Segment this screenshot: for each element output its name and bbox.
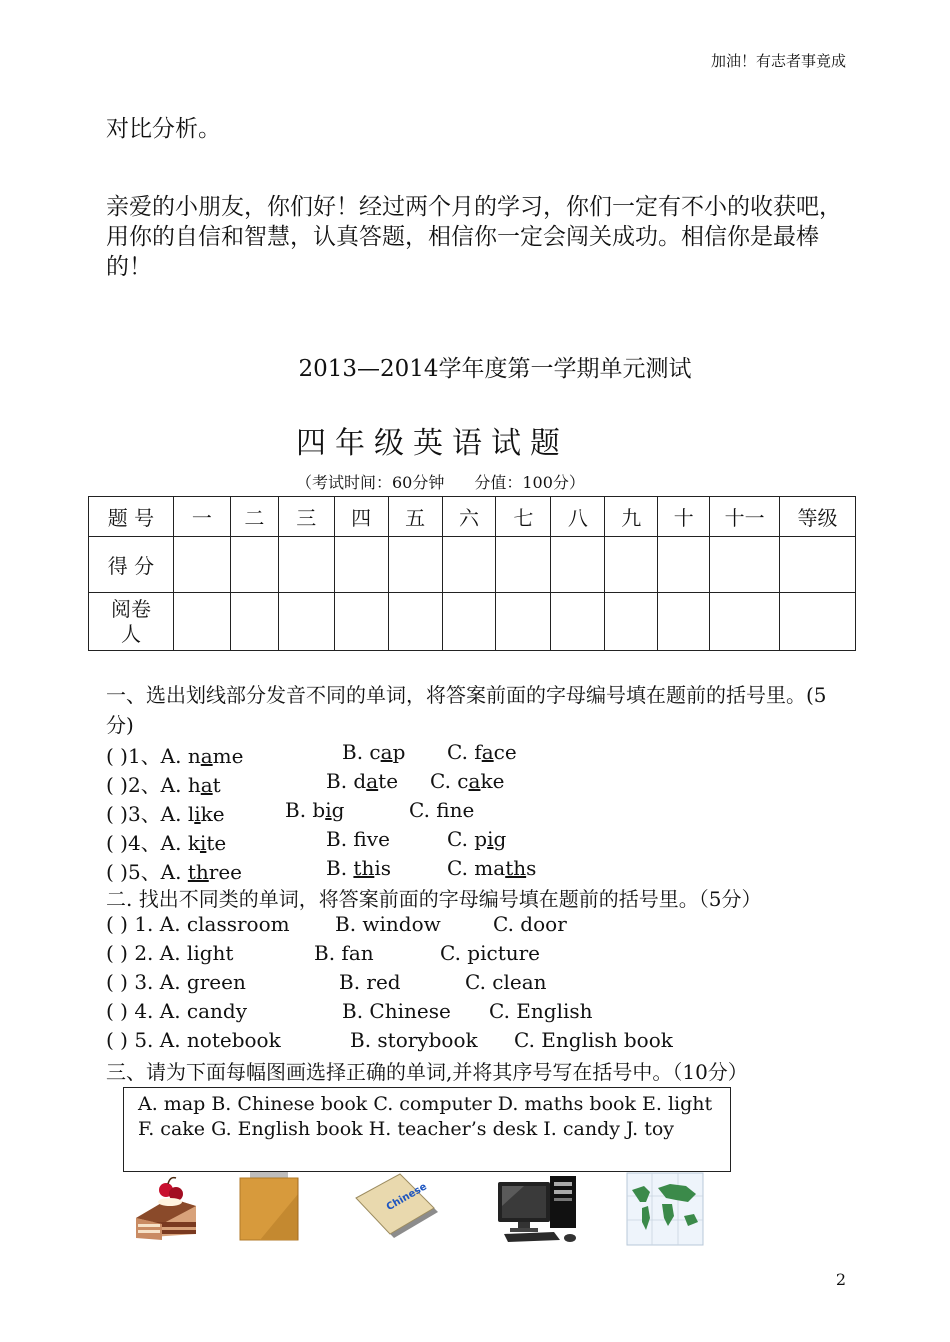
s2-q1-option-b: B. window	[335, 912, 441, 936]
col-header: 六	[442, 497, 496, 537]
grader-cell[interactable]	[605, 593, 658, 651]
grader-cell[interactable]	[334, 593, 388, 651]
col-header: 等级	[780, 497, 856, 537]
s2-question-3: ( ) 3. A. green	[106, 970, 246, 994]
col-header: 一	[173, 497, 230, 537]
score-cell[interactable]	[658, 537, 710, 593]
score-cell[interactable]	[230, 537, 278, 593]
s2-question-1: ( ) 1. A. classroom	[106, 912, 290, 936]
s2-q2-option-c: C. picture	[440, 941, 541, 965]
score-cell[interactable]	[173, 537, 230, 593]
s1-q1-option-b: B. cap	[342, 740, 406, 764]
col-header: 十	[658, 497, 710, 537]
s2-question-5: ( ) 5. A. notebook	[106, 1028, 281, 1052]
grader-cell[interactable]	[173, 593, 230, 651]
section3-title: 三、请为下面每幅图画选择正确的单词,并将其序号写在括号中。（10分）	[106, 1060, 748, 1084]
exam-time: （考试时间：60分钟	[296, 473, 445, 492]
grader-cell[interactable]	[710, 593, 780, 651]
computer-icon	[494, 1172, 584, 1244]
section1-title: 一、选出划线部分发音不同的单词，将答案前面的字母编号填在题前的括号里。(5分)	[106, 683, 827, 737]
s2-q5-option-b: B. storybook	[350, 1028, 478, 1052]
page-number: 2	[835, 1270, 846, 1289]
score-cell[interactable]	[496, 537, 551, 593]
s1-q5-option-c: C. maths	[447, 856, 537, 880]
s1-q3-option-b: B. big	[285, 798, 345, 822]
row-header-number: 题 号	[89, 497, 174, 537]
s2-q1-option-c: C. door	[493, 912, 567, 936]
s1-q3-option-c: C. fne	[409, 798, 475, 822]
s2-q4-option-c: C. English	[489, 999, 593, 1023]
book-cover-label: Chinese	[384, 1181, 429, 1214]
grader-cell[interactable]	[388, 593, 442, 651]
word-bank-box: A. map B. Chinese book C. computer D. maths book E. light F. cake G. English book H. teacher’s desk I. candy J. toy	[123, 1087, 731, 1172]
s1-q2-option-b: B. date	[326, 769, 399, 793]
score-cell[interactable]	[334, 537, 388, 593]
s1-question-2: ( )2、A. hat	[106, 773, 221, 797]
s1-q5-option-b: B. this	[326, 856, 392, 880]
s2-q5-option-c: C. English book	[514, 1028, 673, 1052]
s2-q2-option-b: B. fan	[314, 941, 374, 965]
col-header: 二	[230, 497, 278, 537]
s1-question-5: ( )5、A. three	[106, 860, 243, 884]
col-header: 十一	[710, 497, 780, 537]
col-header: 四	[334, 497, 388, 537]
grader-cell[interactable]	[278, 593, 334, 651]
score-cell[interactable]	[605, 537, 658, 593]
exam-info	[296, 470, 615, 493]
exam-score: 分值：100分）	[474, 473, 585, 492]
score-table	[88, 496, 856, 651]
s2-q3-option-c: C. clean	[465, 970, 547, 994]
col-header: 九	[605, 497, 658, 537]
grader-cell[interactable]	[442, 593, 496, 651]
s1-question-1: ( )1、A. name	[106, 744, 244, 768]
s2-q4-option-b: B. Chinese	[342, 999, 451, 1023]
s2-q3-option-b: B. red	[339, 970, 401, 994]
col-header: 三	[278, 497, 334, 537]
s1-q4-option-b: B. fve	[326, 827, 390, 851]
s1-question-4: ( )4、A. kite	[106, 831, 227, 855]
s1-q4-option-c: C. pig	[447, 827, 507, 851]
s1-question-3: ( )3、A. like	[106, 802, 225, 826]
grader-cell[interactable]	[496, 593, 551, 651]
grader-cell[interactable]	[230, 593, 278, 651]
section2-title: 二. 找出不同类的单词，将答案前面的字母编号填在题前的括号里。（5分）	[106, 887, 762, 911]
score-cell[interactable]	[278, 537, 334, 593]
score-cell[interactable]	[442, 537, 496, 593]
col-header: 七	[496, 497, 551, 537]
col-header: 五	[388, 497, 442, 537]
greeting-paragraph: 亲爱的小朋友，你们好！经过两个月的学习，你们一定有不小的收获吧，用你的自信和智慧，认真答题，相信你一定会闯关成功。相信你是最棒的！	[106, 194, 842, 280]
grader-cell[interactable]	[658, 593, 710, 651]
score-cell[interactable]	[388, 537, 442, 593]
exam-subject-title: 四年级英语试题	[296, 426, 569, 461]
score-cell[interactable]	[551, 537, 605, 593]
row-header-score: 得 分	[89, 537, 174, 593]
chinese-book-icon	[352, 1172, 440, 1244]
header-motto: 加油！有志者事竟成	[710, 52, 846, 70]
col-header: 八	[551, 497, 605, 537]
row-header-grader: 阅卷人	[89, 593, 174, 651]
world-map-icon	[626, 1172, 704, 1246]
cake-icon	[130, 1172, 202, 1244]
s1-q2-option-c: C. cake	[430, 769, 505, 793]
s2-question-2: ( ) 2. A. light	[106, 941, 234, 965]
grader-cell[interactable]	[551, 593, 605, 651]
notebook-icon	[238, 1172, 300, 1244]
exam-year-title: 2013—2014学年度第一学期单元测试	[298, 356, 692, 382]
s1-q1-option-c: C. face	[447, 740, 517, 764]
intro-text: 对比分析。	[106, 116, 221, 142]
score-cell[interactable]	[710, 537, 780, 593]
grader-cell[interactable]	[780, 593, 856, 651]
score-cell[interactable]	[780, 537, 856, 593]
s2-question-4: ( ) 4. A. candy	[106, 999, 248, 1023]
